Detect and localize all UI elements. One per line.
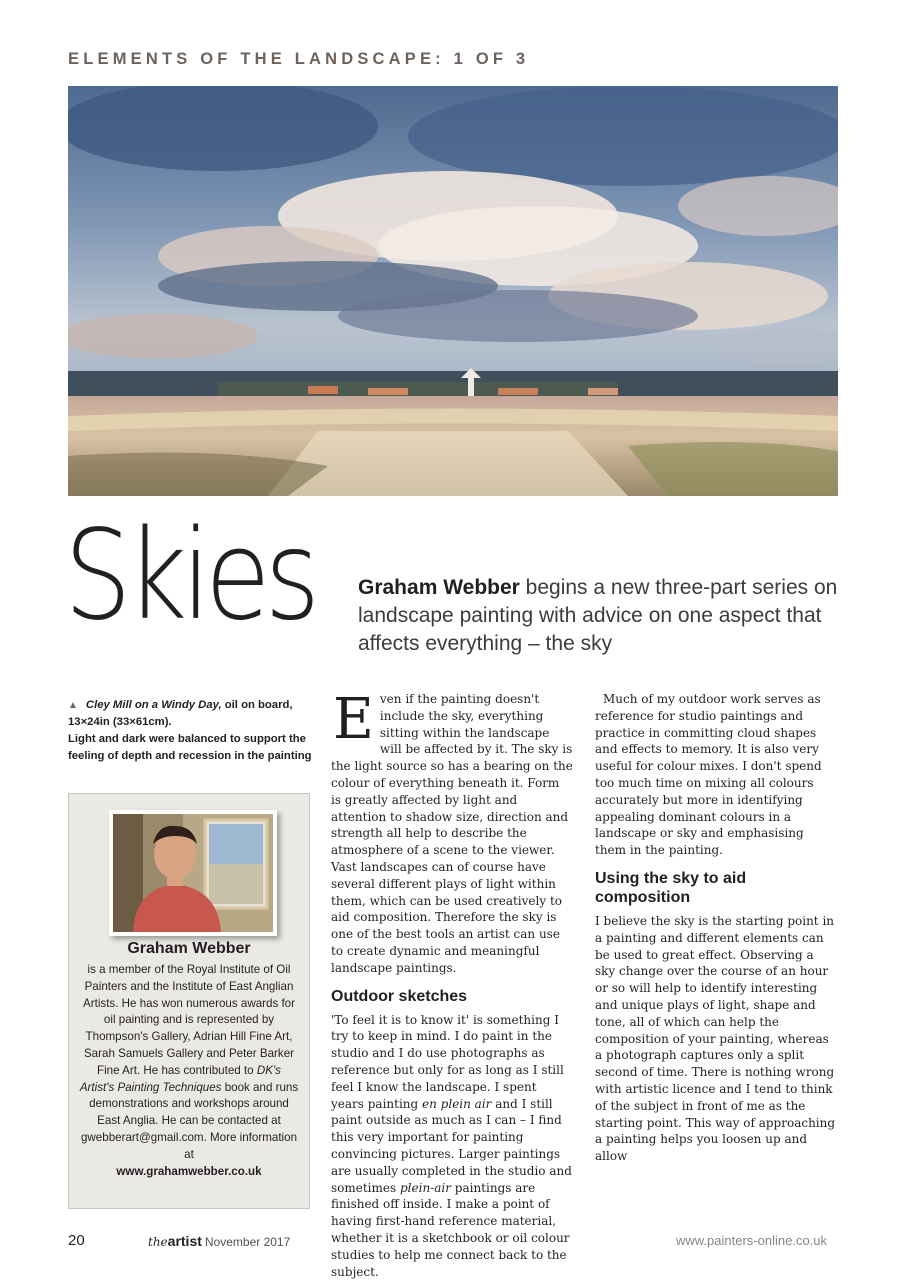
- bio-text-part-2: book and runs demonstrations and workshops around East Anglia. He can be contacted at gwebberart@gmail.com. More information at: [80, 1080, 299, 1161]
- issue-date: November 2017: [204, 1235, 291, 1249]
- landscape-painting-image: [68, 86, 838, 496]
- bio-text-part-1: is a member of the Royal Institute of Oil Painters and the Institute of East Anglian Artists. He has won numerous awards for oil painting and is represented by Thompson's Gallery, Adrian Hill Fine Art, Sarah Samuels Gallery and Peter Barker Fine Art. He has contributed to: [83, 963, 295, 1077]
- bio-name: Graham Webber: [127, 940, 251, 957]
- article-paragraph-1: [331, 687, 573, 977]
- author-photo: [109, 810, 277, 936]
- paragraph-2-part-c: paintings are finished off inside. I make a point of having first-hand reference material, whether it is a sketchbook or oil colour studies to help me connect back to the subject.: [331, 1180, 570, 1279]
- article-paragraph-1-text: ven if the painting doesn't include the sky, everything sitting within the landscape will be affected by it. The sky is the light source so has a bearing on the colour of everything beneath it. Form is greatly affected by light and attention to shadow size, direction and strength all help to describe the atmosphere of a scene to the viewer. Vast landscapes can of course have several different plays of light within them, which can be used creatively to aid composition. Therefore the sky is one of the best tools an artist can use to create dynamic and meaningful landscape paintings.: [331, 692, 573, 975]
- caption-details: oil on board, 13×24in (33×61cm).: [68, 699, 293, 728]
- image-caption: [68, 697, 312, 765]
- drop-cap: E: [333, 687, 374, 752]
- article-paragraph-4: I believe the sky is the starting point in a painting and different elements can be used to great effect. Observing a sky change over the course of an hour or so will help to identify interesting and unique plays of light, shape and tone, all of which can help the composition of your painting, whereas a photograph captures only a split second of time. There is nothing wrong with artistic licence and I tend to think of the subject in front of me as the starting point. This way of approaching a painting helps you loosen up and allow: [595, 913, 836, 1164]
- bio-text: [79, 962, 299, 1180]
- article-paragraph-3: Much of my outdoor work serves as reference for studio paintings and practice in committing cloud shapes and effects to memory. It is also very useful for colour mixes. I don't spend too much time on mixing all colours accurately but more in identifying appealing dominant colours in a landscape or sky and emphasising them in the painting.: [595, 692, 822, 858]
- standfirst-text: begins a new three-part series on landscape painting with advice on one aspect that affects everything – the sky: [358, 576, 838, 655]
- footer-website-link[interactable]: www.painters-online.co.uk: [676, 1233, 828, 1248]
- paragraph-2-italic-1: en plein air: [422, 1096, 492, 1111]
- caption-triangle-icon: ▲: [68, 700, 78, 711]
- paragraph-2-part-b: and I still paint outside as much as I can – I find this very important for painting convincing pictures. Larger paintings are usually completed in the studio and sometimes: [331, 1096, 572, 1195]
- subheading-using-the-sky: Using the sky to aid composition: [595, 869, 747, 906]
- standfirst-author: Graham Webber: [358, 576, 520, 599]
- caption-title: Cley Mill on a Windy Day,: [85, 699, 222, 711]
- author-portrait-icon: [113, 814, 273, 932]
- paragraph-2-part-a: 'To feel it is to know it' is something I try to keep in mind. I do paint in the studio and I do use photographs as reference but only for as long as I still feel I know the landscape. I spent years painting: [331, 1012, 564, 1111]
- paragraph-2-italic-2: plein-air: [399, 1180, 451, 1195]
- landscape-painting-icon: [68, 86, 838, 496]
- magazine-the: the: [148, 1235, 168, 1249]
- caption-description: Light and dark were balanced to support the feeling of depth and recession in the painting: [68, 733, 312, 762]
- standfirst: [358, 574, 858, 658]
- article-paragraph-2: [331, 1012, 573, 1280]
- article-column-1: [331, 687, 573, 1280]
- magazine-artist: artist: [167, 1233, 202, 1249]
- page-number: 20: [68, 1232, 85, 1249]
- magazine-name: [148, 1233, 290, 1249]
- author-bio-box: [68, 793, 310, 1209]
- series-label: ELEMENTS OF THE LANDSCAPE: 1 OF 3: [68, 50, 530, 68]
- subheading-outdoor-sketches: Outdoor sketches: [331, 987, 468, 1005]
- bio-book-title: DK's Artist's Painting Techniques: [79, 1063, 281, 1094]
- bio-website-link[interactable]: www.grahamwebber.co.uk: [116, 1164, 262, 1178]
- article-column-2: [595, 691, 837, 1165]
- headline: Skies: [64, 504, 315, 648]
